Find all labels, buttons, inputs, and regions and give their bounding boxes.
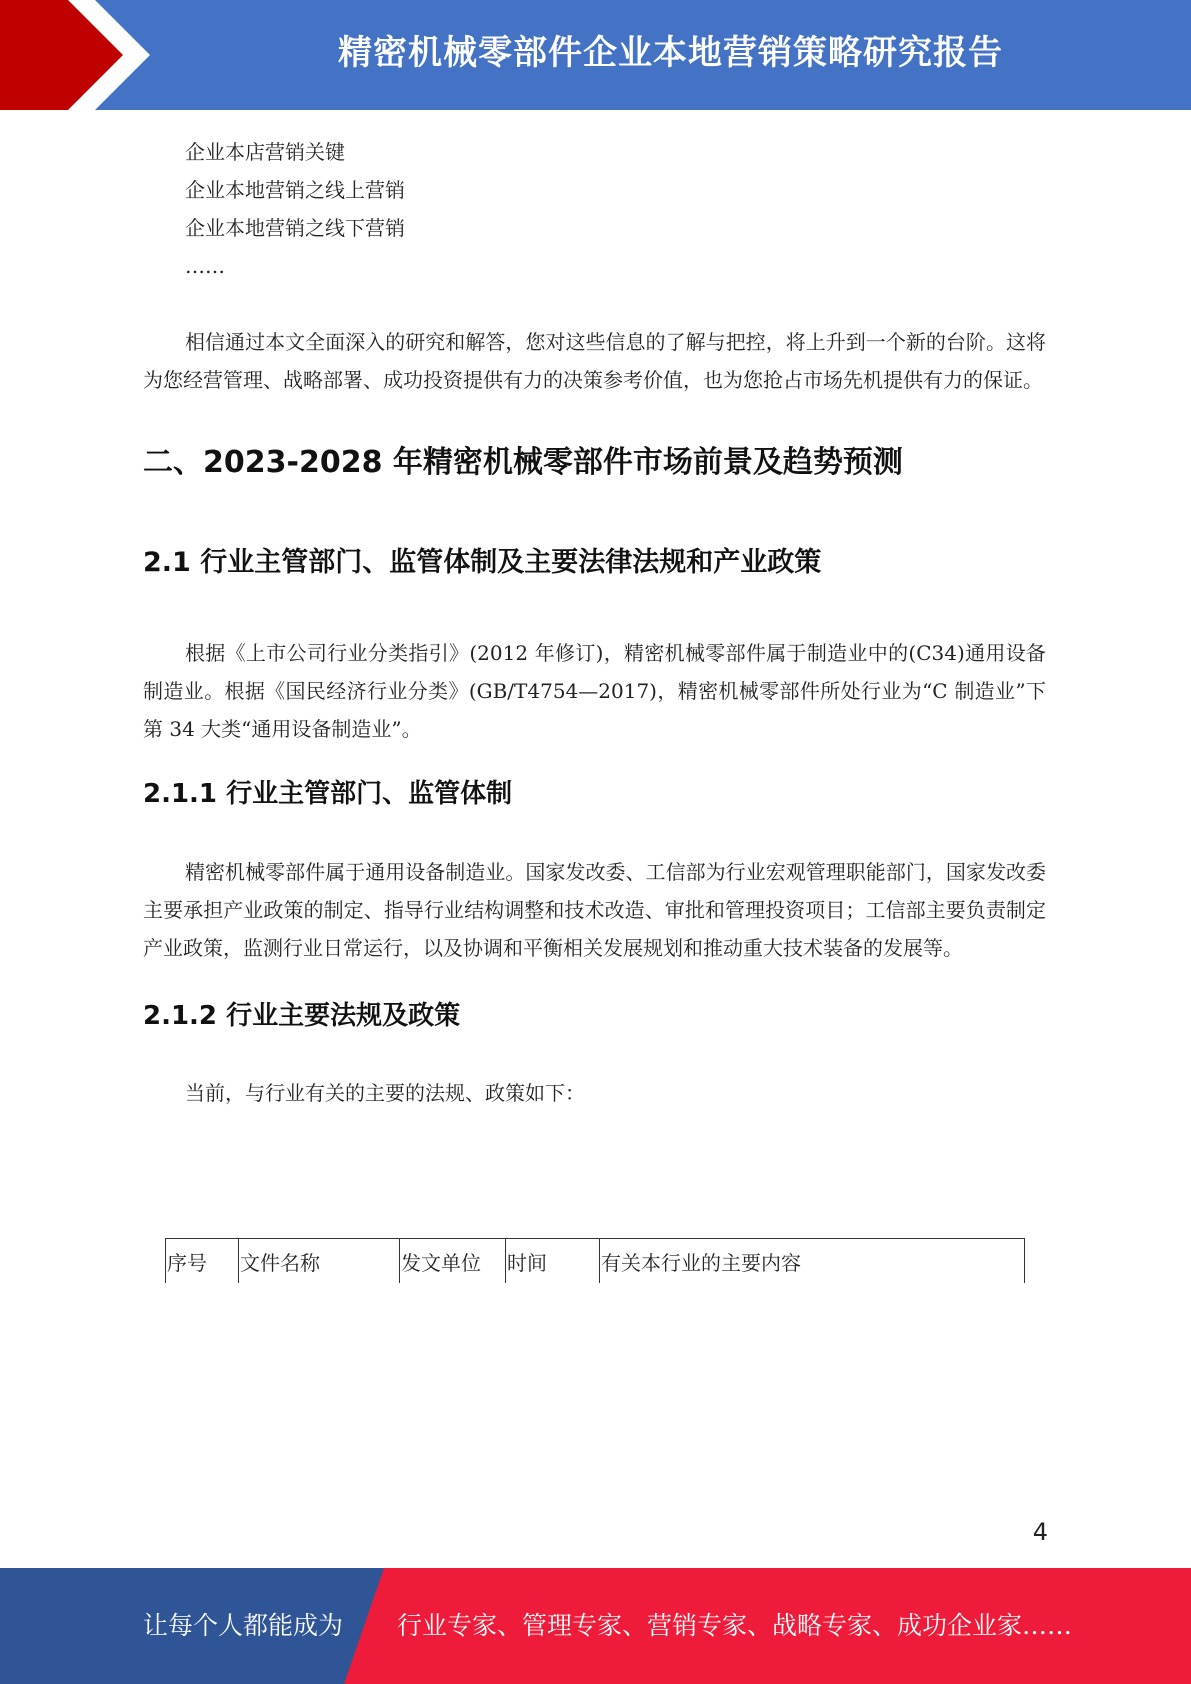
list-item: 企业本地营销之线下营销 — [185, 216, 405, 240]
list-item: 企业本地营销之线上营销 — [185, 178, 405, 202]
table-header-content: 有关本行业的主要内容 — [600, 1239, 1025, 1284]
table-header-document-name: 文件名称 — [239, 1239, 400, 1284]
page-number: 4 — [1032, 1518, 1048, 1546]
subsection-2-1-paragraph: 根据《上市公司行业分类指引》(2012 年修订)，精密机械零部件属于制造业中的(C34)通用设备制造业。根据《国民经济行业分类》(GB/T4754—2017)，精密机械零部件所处行业为“C 制造业”下第 34 大类“通用设备制造业”。 — [143, 641, 1046, 741]
table-header-date: 时间 — [506, 1239, 600, 1284]
list-item-ellipsis: …… — [185, 254, 225, 278]
intro-paragraph: 相信通过本文全面深入的研究和解答，您对这些信息的了解与把控，将上升到一个新的台阶。这将为您经营管理、战略部署、成功投资提供有力的决策参考价值，也为您抢占市场先机提供有力的保证。 — [143, 330, 1046, 392]
intro-list — [143, 133, 1046, 285]
document-body — [143, 133, 1046, 1112]
table-header-row — [166, 1239, 1025, 1284]
subsection-2-1-1-paragraph: 精密机械零部件属于通用设备制造业。国家发改委、工信部为行业宏观管理职能部门，国家发改委主要承担产业政策的制定、指导行业结构调整和技术改造、审批和管理投资项目；工信部主要负责制定产业政策，监测行业日常运行，以及协调和平衡相关发展规划和推动重大技术装备的发展等。 — [143, 860, 1046, 960]
table-header-issuer: 发文单位 — [400, 1239, 506, 1284]
section-heading: 二、2023-2028 年精密机械零部件市场前景及趋势预测 — [143, 445, 903, 480]
header-chevron-decoration — [0, 0, 160, 110]
table-header-index: 序号 — [166, 1239, 239, 1284]
page-footer — [0, 1568, 1191, 1684]
report-title: 精密机械零部件企业本地营销策略研究报告 — [338, 33, 1003, 73]
footer-slogan-right: 行业专家、管理专家、营销专家、战略专家、成功企业家…… — [397, 1611, 1073, 1640]
footer-slogan-left: 让每个人都能成为 — [143, 1611, 344, 1640]
policy-table — [165, 1238, 1025, 1283]
page-header — [0, 0, 1191, 110]
subsection-heading-2-1-2: 2.1.2 行业主要法规及政策 — [143, 1001, 461, 1031]
list-item: 企业本店营销关键 — [185, 140, 345, 164]
subsection-heading-2-1-1: 2.1.1 行业主管部门、监管体制 — [143, 779, 513, 809]
subsection-2-1-2-paragraph: 当前，与行业有关的主要的法规、政策如下： — [185, 1081, 585, 1105]
subsection-heading-2-1: 2.1 行业主管部门、监管体制及主要法律法规和产业政策 — [143, 547, 822, 578]
